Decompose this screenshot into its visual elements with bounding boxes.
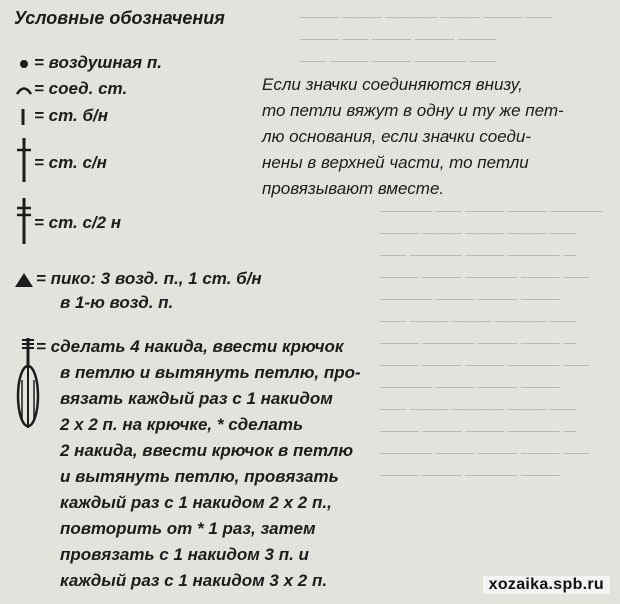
bleed-through-text: ———— —— ——— ——— ———— ——— ——— ——— ——— —— —— ———— ——— ———— — ——— ——— ———— ——— —— ———— ——— ——— ——— —— ——— ——— ———— —— ——— ———— ——— ——— — ——— ——— ——— ———— —— ———— ——— ——— ——— —— ——— ———— ——— —— ——— ——— ——— ———— — ———— ——— ——— ——— —— ——— ——— ———— ———: [380, 203, 603, 482]
arc-icon: [14, 82, 34, 96]
legend-item-picot-line-2: в 1-ю возд. п.: [60, 293, 174, 312]
legend-item-single-crochet: = ст. б/н: [34, 106, 108, 125]
note-line: то петли вяжут в одну и ту же пет-: [262, 101, 564, 120]
note-line: нены в верхней части, то петли: [262, 153, 529, 172]
site-watermark: xozaika.spb.ru: [483, 576, 610, 594]
legend-item-chain: = воздушная п.: [34, 53, 162, 72]
legend-item-cluster-line-2: в петлю и вытянуть петлю, про-: [60, 363, 361, 382]
legend-item-cluster-line-10: каждый раз с 1 накидом 3 х 2 п.: [60, 571, 328, 590]
legend-item-cluster-line-3: вязать каждый раз с 1 накидом: [60, 389, 333, 408]
legend-item-picot-line-1: = пико: 3 возд. п., 1 ст. б/н: [36, 269, 262, 288]
short-bar-icon: [16, 107, 30, 127]
legend-item-cluster-line-6: и вытянуть петлю, провязать: [60, 467, 339, 486]
legend-item-slip-stitch: = соед. ст.: [34, 79, 128, 98]
note-line: Если значки соединяются внизу,: [262, 75, 523, 94]
legend-item-cluster-line-4: 2 х 2 п. на крючке, * сделать: [60, 415, 304, 434]
legend-item-cluster-line-9: провязать с 1 накидом 3 п. и: [60, 545, 309, 564]
legend-item-double-crochet: = ст. с/н: [34, 153, 107, 172]
legend-item-cluster-line-1: = сделать 4 накида, ввести крючок: [36, 337, 344, 356]
cross-stitch-icon: [14, 136, 34, 184]
legend-item-treble-crochet: = ст. с/2 н: [34, 213, 122, 232]
note-line: провязывают вместе.: [262, 179, 445, 198]
triangle-icon: [14, 272, 34, 288]
symbol-joining-note: [262, 72, 612, 202]
legend-item-cluster-line-5: 2 накида, ввести крючок в петлю: [60, 441, 354, 460]
legend-item-cluster-line-7: каждый раз с 1 накидом 2 х 2 п.,: [60, 493, 332, 512]
legend-title: Условные обозначения: [14, 8, 225, 28]
legend-item-cluster-line-8: повторить от * 1 раз, затем: [60, 519, 316, 538]
double-cross-stitch-icon: [14, 196, 34, 246]
bleed-through-text: ——— ——— ———— ——— ——— —— ——— —— ——— ——— ——— —— ——— ——— ———— ——: [300, 9, 553, 68]
dot-icon: [16, 56, 32, 72]
note-line: лю основания, если значки соеди-: [262, 127, 531, 146]
